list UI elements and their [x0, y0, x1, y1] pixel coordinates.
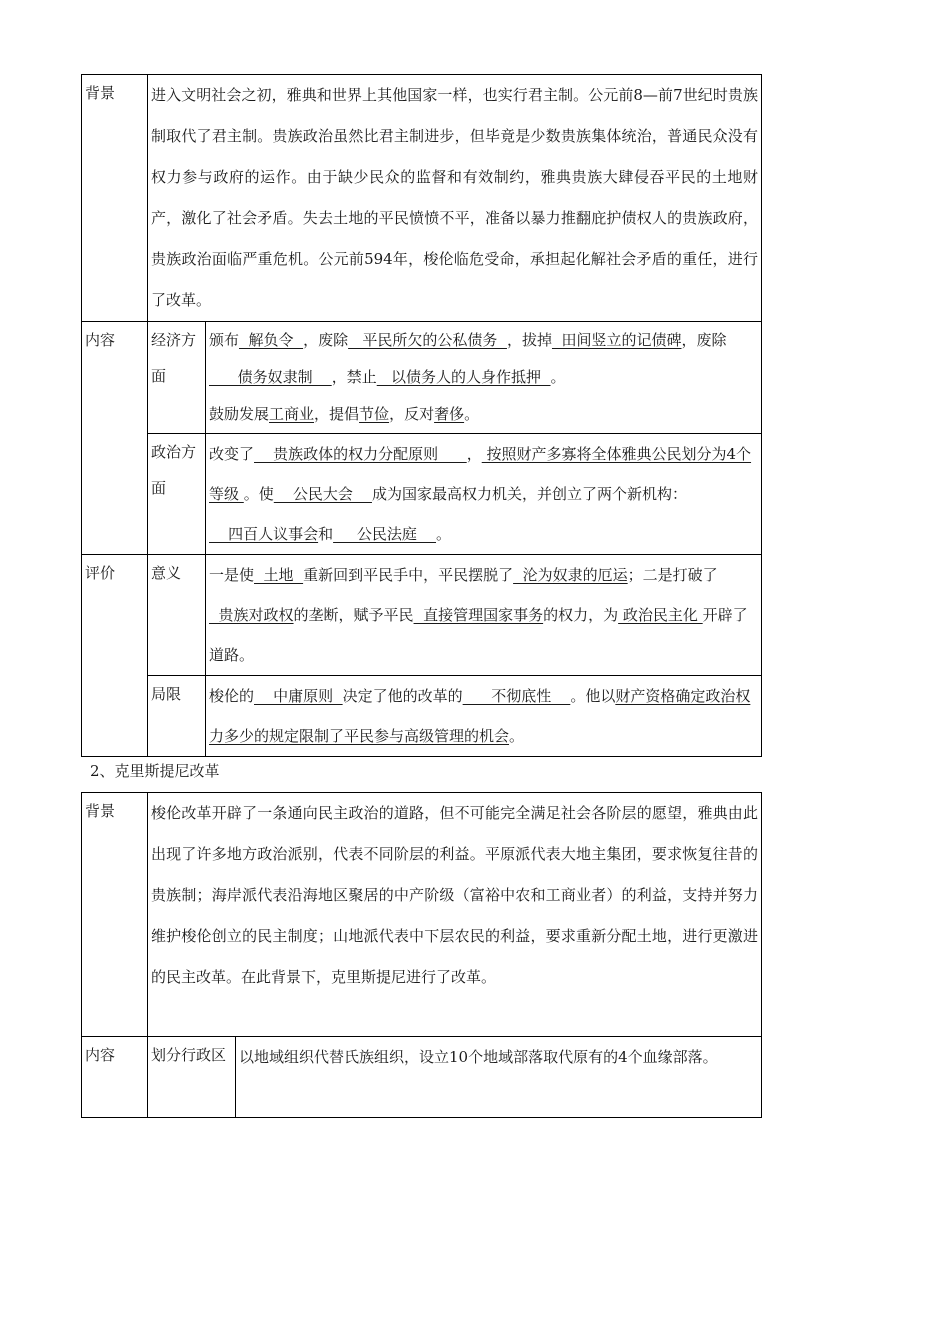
- admin-text: 以地域组织代替氏族组织，设立10个地域部落取代原有的4个血缘部落。: [236, 1037, 762, 1118]
- econ-blank-8: 节俭: [359, 405, 390, 423]
- econ-t1: 颁布: [209, 331, 240, 349]
- econ-text: [206, 322, 762, 434]
- econ-t2: ，废除: [303, 331, 349, 349]
- content-pol-row: [82, 434, 762, 555]
- sig-blank-5: 政治民主化: [618, 606, 703, 624]
- t2-content-label: 内容: [82, 1037, 148, 1118]
- econ-t4: ，废除: [681, 331, 727, 349]
- pol-t5: 和: [318, 525, 334, 543]
- econ-t8: ，提倡: [314, 405, 360, 423]
- econ-t3: ，拔掉: [506, 331, 552, 349]
- lim-blank-2: 不彻底性: [462, 687, 571, 705]
- lim-t2: 决定了他的改革的: [342, 687, 463, 705]
- econ-blank-3: 田间竖立的记债碑: [551, 331, 682, 349]
- background-text: 进入文明社会之初，雅典和世界上其他国家一样，也实行君主制。公元前8—前7世纪时贵族制取代了君主制。贵族政治虽然比君主制进步，但毕竟是少数贵族集体统治，普通民众没有权力参与政府的运作。由于缺少民众的监督和有效制约，雅典贵族大肆侵吞平民的土地财产，激化了社会矛盾。失去土地的平民愤愤不平，准备以暴力推翻庇护债权人的贵族政府，贵族政治面临严重危机。公元前594年，梭伦临危受命，承担起化解社会矛盾的重任，进行了改革。: [148, 75, 762, 322]
- econ-t7: 鼓励发展: [209, 405, 270, 423]
- pol-t6: 。: [436, 525, 452, 543]
- t2-content-row: [82, 1037, 762, 1118]
- pol-t1: 改变了: [209, 445, 255, 463]
- solon-reform-table: [81, 74, 762, 757]
- background-row: [82, 75, 762, 322]
- sig-blank-1: 土地: [254, 566, 304, 584]
- econ-t9: ，反对: [389, 405, 435, 423]
- pol-blank-5: 公民法庭: [333, 525, 437, 543]
- sig-blank-4: 直接管理国家事务: [413, 606, 544, 624]
- econ-blank-1: 解负令: [239, 331, 304, 349]
- section-heading: 2、克里斯提尼改革: [90, 762, 220, 780]
- sig-blank-2: 沦为奴隶的厄运: [513, 566, 628, 584]
- eval-label: 评价: [82, 555, 148, 757]
- eval-lim-row: [82, 676, 762, 757]
- econ-blank-2: 平民所欠的公私债务: [348, 331, 507, 349]
- t2-background-text: 梭伦改革开辟了一条通向民主政治的道路，但不可能完全满足社会各阶层的愿望，雅典由此出现了许多地方政治派别，代表不同阶层的利益。平原派代表大地主集团，要求恢复往昔的贵族制；海岸派代表沿海地区聚居的中产阶级（富裕中农和工商业者）的利益，支持并努力维护梭伦创立的民主制度；山地派代表中下层农民的利益，要求重新分配土地，进行更激进的民主改革。在此背景下，克里斯提尼进行了改革。: [148, 793, 762, 1037]
- pol-label: 政治方面: [148, 434, 206, 555]
- lim-blank-3: 财产资格确定政治权力多少的规定限制了平民参与高级管理的机会: [209, 687, 751, 745]
- t2-background-row: [82, 793, 762, 1037]
- econ-t6: 。: [550, 368, 566, 386]
- lim-label: 局限: [148, 676, 206, 757]
- sig-t4: 的垄断，赋予平民: [293, 606, 414, 624]
- pol-t3: 。使: [243, 485, 274, 503]
- sig-t2: 重新回到平民手中，平民摆脱了: [303, 566, 514, 584]
- pol-blank-3: 公民大会: [273, 485, 372, 503]
- sig-blank-3: 贵族对政权: [209, 606, 294, 624]
- sig-t5: 的权力，为: [543, 606, 619, 624]
- eval-sig-row: [82, 555, 762, 676]
- econ-blank-4: 债务奴隶制: [209, 368, 332, 386]
- econ-blank-5: 以债务人的人身作抵押: [376, 368, 551, 386]
- econ-blank-7: 工商业: [269, 405, 315, 423]
- sig-t6: 开辟了道路。: [209, 606, 748, 664]
- pol-t4: 成为国家最高权力机关，并创立了两个新机构：: [371, 485, 687, 503]
- lim-t3: 。他以: [570, 687, 616, 705]
- sig-t3: ；二是打破了: [627, 566, 718, 584]
- content-econ-row: [82, 322, 762, 434]
- lim-blank-1: 中庸原则: [254, 687, 343, 705]
- pol-text: [206, 434, 762, 555]
- lim-t1: 梭伦的: [209, 687, 255, 705]
- background-label: 背景: [82, 75, 148, 322]
- content-label: 内容: [82, 322, 148, 555]
- pol-t2: ，: [466, 445, 482, 463]
- econ-t10: 。: [464, 405, 480, 423]
- econ-t5: ，禁止: [331, 368, 377, 386]
- lim-t4: 。: [509, 727, 525, 745]
- pol-blank-2: 按照财产多寡将全体雅典公民划分为4个等级: [209, 445, 752, 503]
- econ-label: 经济方面: [148, 322, 206, 434]
- econ-blank-9: 奢侈: [434, 405, 465, 423]
- t2-background-label: 背景: [82, 793, 148, 1037]
- sig-t1: 一是使: [209, 566, 255, 584]
- sig-label: 意义: [148, 555, 206, 676]
- lim-text: [206, 676, 762, 757]
- sig-text: [206, 555, 762, 676]
- pol-blank-1: 贵族政体的权力分配原则: [254, 445, 467, 463]
- admin-label: 划分行政区: [148, 1037, 236, 1118]
- pol-blank-4: 四百人议事会: [209, 525, 319, 543]
- cleisthenes-reform-table: [81, 792, 762, 1118]
